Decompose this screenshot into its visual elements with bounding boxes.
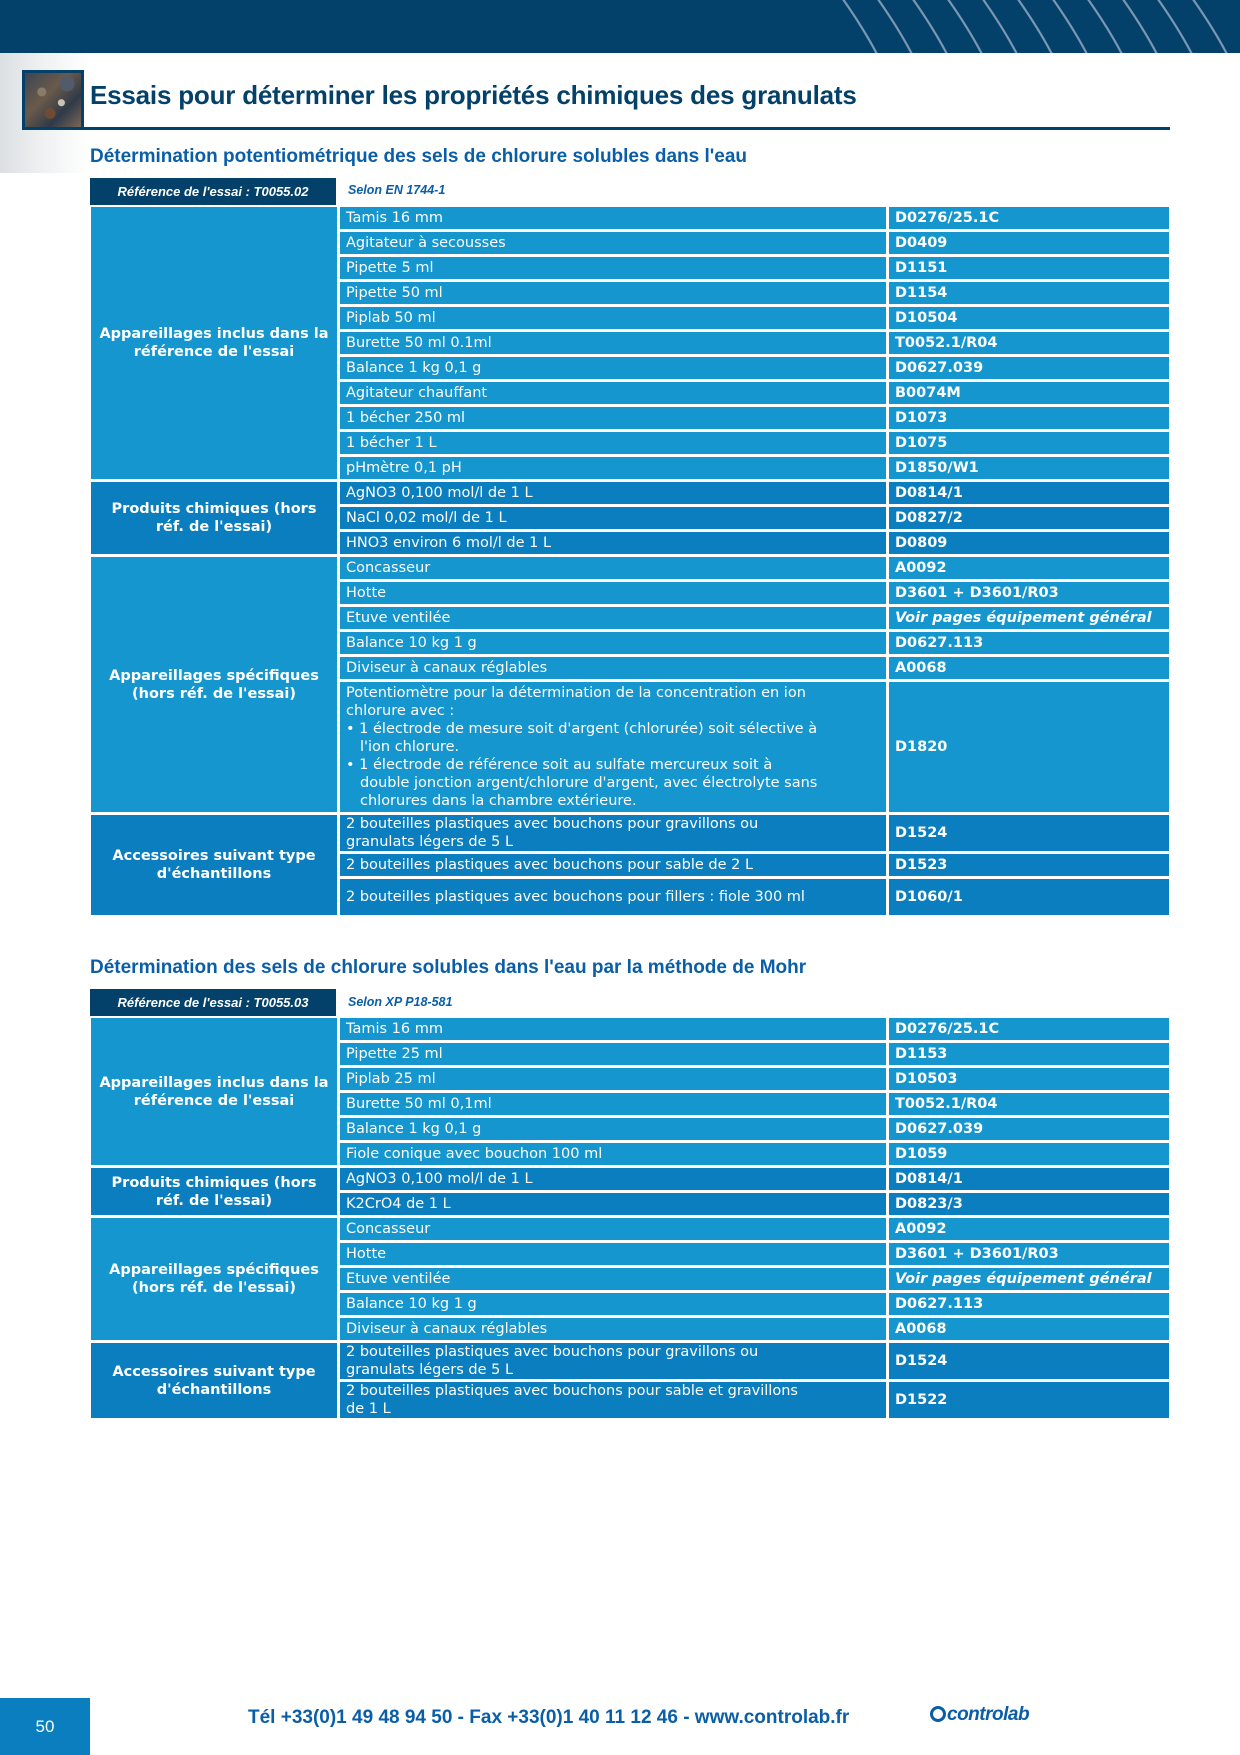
- logo-ring-icon: [930, 1706, 946, 1722]
- item-description: Tamis 16 mm: [340, 207, 886, 229]
- item-reference-code: A0068: [889, 1318, 1169, 1340]
- item-reference-code: Voir pages équipement général: [889, 607, 1169, 629]
- item-reference-code: D10504: [889, 307, 1169, 329]
- item-description: Balance 10 kg 1 g: [340, 632, 886, 654]
- item-reference-code: D1154: [889, 282, 1169, 304]
- item-reference-code: D1524: [889, 1343, 1169, 1379]
- item-description: Piplab 50 ml: [340, 307, 886, 329]
- item-description: NaCl 0,02 mol/l de 1 L: [340, 507, 886, 529]
- footer-contact: Tél +33(0)1 49 48 94 50 - Fax +33(0)1 40 11 12 46 - www.controlab.fr: [248, 1707, 850, 1728]
- item-description: Pipette 50 ml: [340, 282, 886, 304]
- item-description: HNO3 environ 6 mol/l de 1 L: [340, 532, 886, 554]
- table-row: [91, 1168, 1169, 1190]
- item-description: AgNO3 0,100 mol/l de 1 L: [340, 1168, 886, 1190]
- item-description: [340, 682, 886, 812]
- group-label: Accessoires suivant type d'échantillons: [91, 815, 337, 915]
- item-description: Concasseur: [340, 557, 886, 579]
- item-reference-code: D0627.113: [889, 1293, 1169, 1315]
- item-description: pHmètre 0,1 pH: [340, 457, 886, 479]
- item-reference-code: D1522: [889, 1382, 1169, 1418]
- item-reference-code: D1523: [889, 854, 1169, 876]
- item-reference-code: D0276/25.1C: [889, 1018, 1169, 1040]
- item-reference-code: T0052.1/R04: [889, 332, 1169, 354]
- item-description: Burette 50 ml 0.1ml: [340, 332, 886, 354]
- table-row: [91, 1018, 1169, 1040]
- bullet-item: [346, 756, 880, 810]
- page-title: Essais pour déterminer les propriétés chimiques des granulats: [90, 80, 857, 110]
- item-reference-code: D0814/1: [889, 1168, 1169, 1190]
- item-reference-code: D10503: [889, 1068, 1169, 1090]
- item-description: Diviseur à canaux réglables: [340, 657, 886, 679]
- top-banner: [0, 0, 1240, 53]
- item-reference-code: D1850/W1: [889, 457, 1169, 479]
- item-description: AgNO3 0,100 mol/l de 1 L: [340, 482, 886, 504]
- wave-lines-decoration: [820, 0, 1240, 53]
- item-description: K2CrO4 de 1 L: [340, 1193, 886, 1215]
- item-reference-code: D0276/25.1C: [889, 207, 1169, 229]
- item-description: Balance 1 kg 0,1 g: [340, 1118, 886, 1140]
- item-description: Piplab 25 ml: [340, 1068, 886, 1090]
- bullet-icon: •: [346, 721, 360, 737]
- item-description: Balance 1 kg 0,1 g: [340, 357, 886, 379]
- bullet-icon: •: [346, 757, 360, 773]
- item-reference-code: D3601 + D3601/R03: [889, 582, 1169, 604]
- test-reference: Référence de l'essai : T0055.03: [90, 989, 336, 1016]
- item-description: Hotte: [340, 1243, 886, 1265]
- bullet-item: [346, 720, 880, 756]
- item-reference-code: D1524: [889, 815, 1169, 851]
- equipment-table: [88, 1015, 1172, 1421]
- group-label: Produits chimiques (hors réf. de l'essai): [91, 482, 337, 554]
- item-description: Concasseur: [340, 1218, 886, 1240]
- bullet-text: 1 électrode de mesure soit d'argent (chlorurée) soit sélective à l'ion chlorure.: [359, 721, 818, 755]
- item-description: Burette 50 ml 0,1ml: [340, 1093, 886, 1115]
- logo-text: controlab: [947, 1704, 1030, 1725]
- table-row: [91, 557, 1169, 579]
- aggregate-thumbnail-image: [22, 70, 84, 130]
- item-reference-code: D1075: [889, 432, 1169, 454]
- item-description: 2 bouteilles plastiques avec bouchons pour gravillons ou granulats légers de 5 L: [340, 815, 886, 851]
- group-label: Accessoires suivant type d'échantillons: [91, 1343, 337, 1418]
- equipment-table: [88, 204, 1172, 918]
- item-description: 1 bécher 1 L: [340, 432, 886, 454]
- item-reference-code: D3601 + D3601/R03: [889, 1243, 1169, 1265]
- item-description: Diviseur à canaux réglables: [340, 1318, 886, 1340]
- section-title: Détermination potentiométrique des sels de chlorure solubles dans l'eau: [90, 146, 748, 167]
- item-reference-code: A0092: [889, 1218, 1169, 1240]
- item-description: Tamis 16 mm: [340, 1018, 886, 1040]
- item-reference-code: D1153: [889, 1043, 1169, 1065]
- item-reference-code: A0068: [889, 657, 1169, 679]
- item-reference-code: D1151: [889, 257, 1169, 279]
- table-row: [91, 207, 1169, 229]
- table-row: [91, 815, 1169, 851]
- item-description: Etuve ventilée: [340, 1268, 886, 1290]
- item-reference-code: D0809: [889, 532, 1169, 554]
- page-number: 50: [0, 1698, 90, 1755]
- item-description: Pipette 5 ml: [340, 257, 886, 279]
- item-reference-code: B0074M: [889, 382, 1169, 404]
- group-label: Appareillages inclus dans la référence de l'essai: [91, 1018, 337, 1165]
- group-label: Appareillages inclus dans la référence de l'essai: [91, 207, 337, 479]
- item-description: 2 bouteilles plastiques avec bouchons pour sable de 2 L: [340, 854, 886, 876]
- table-row: [91, 1218, 1169, 1240]
- item-reference-code: D0827/2: [889, 507, 1169, 529]
- item-reference-code: D0627.039: [889, 357, 1169, 379]
- item-description: 2 bouteilles plastiques avec bouchons pour gravillons ou granulats légers de 5 L: [340, 1343, 886, 1379]
- item-description: Hotte: [340, 582, 886, 604]
- item-reference-code: D1060/1: [889, 879, 1169, 915]
- section-title: Détermination des sels de chlorure solubles dans l'eau par la méthode de Mohr: [90, 957, 807, 978]
- item-description: Pipette 25 ml: [340, 1043, 886, 1065]
- item-reference-code: T0052.1/R04: [889, 1093, 1169, 1115]
- item-reference-code: D0409: [889, 232, 1169, 254]
- table-row: [91, 1343, 1169, 1379]
- item-description: Etuve ventilée: [340, 607, 886, 629]
- item-description: 2 bouteilles plastiques avec bouchons pour fillers : fiole 300 ml: [340, 879, 886, 915]
- title-divider: [84, 127, 1170, 130]
- item-reference-code: D0823/3: [889, 1193, 1169, 1215]
- item-reference-code: D1820: [889, 682, 1169, 812]
- table-row: [91, 482, 1169, 504]
- bullet-text: 1 électrode de référence soit au sulfate mercureux soit à double jonction argent/chlorure d'argent, avec électrolyte sans chlorures dans la chambre extérieure.: [359, 757, 818, 809]
- item-reference-code: A0092: [889, 557, 1169, 579]
- item-reference-code: D0814/1: [889, 482, 1169, 504]
- item-description: Agitateur chauffant: [340, 382, 886, 404]
- item-description: Agitateur à secousses: [340, 232, 886, 254]
- group-label: Appareillages spécifiques (hors réf. de l'essai): [91, 557, 337, 812]
- item-reference-code: D0627.113: [889, 632, 1169, 654]
- group-label: Produits chimiques (hors réf. de l'essai): [91, 1168, 337, 1215]
- item-description: Fiole conique avec bouchon 100 ml: [340, 1143, 886, 1165]
- item-reference-code: D1073: [889, 407, 1169, 429]
- norm-reference: Selon XP P18-581: [348, 995, 453, 1009]
- item-reference-code: Voir pages équipement général: [889, 1268, 1169, 1290]
- item-description: 2 bouteilles plastiques avec bouchons pour sable et gravillons de 1 L: [340, 1382, 886, 1418]
- controlab-logo: [930, 1704, 1029, 1726]
- page-header: [22, 70, 1170, 132]
- item-reference-code: D0627.039: [889, 1118, 1169, 1140]
- test-reference: Référence de l'essai : T0055.02: [90, 178, 336, 205]
- item-description-text: Potentiomètre pour la détermination de la concentration en ion chlorure avec :: [346, 685, 806, 719]
- group-label: Appareillages spécifiques (hors réf. de l'essai): [91, 1218, 337, 1340]
- item-reference-code: D1059: [889, 1143, 1169, 1165]
- item-description: 1 bécher 250 ml: [340, 407, 886, 429]
- item-description: Balance 10 kg 1 g: [340, 1293, 886, 1315]
- norm-reference: Selon EN 1744-1: [348, 183, 446, 197]
